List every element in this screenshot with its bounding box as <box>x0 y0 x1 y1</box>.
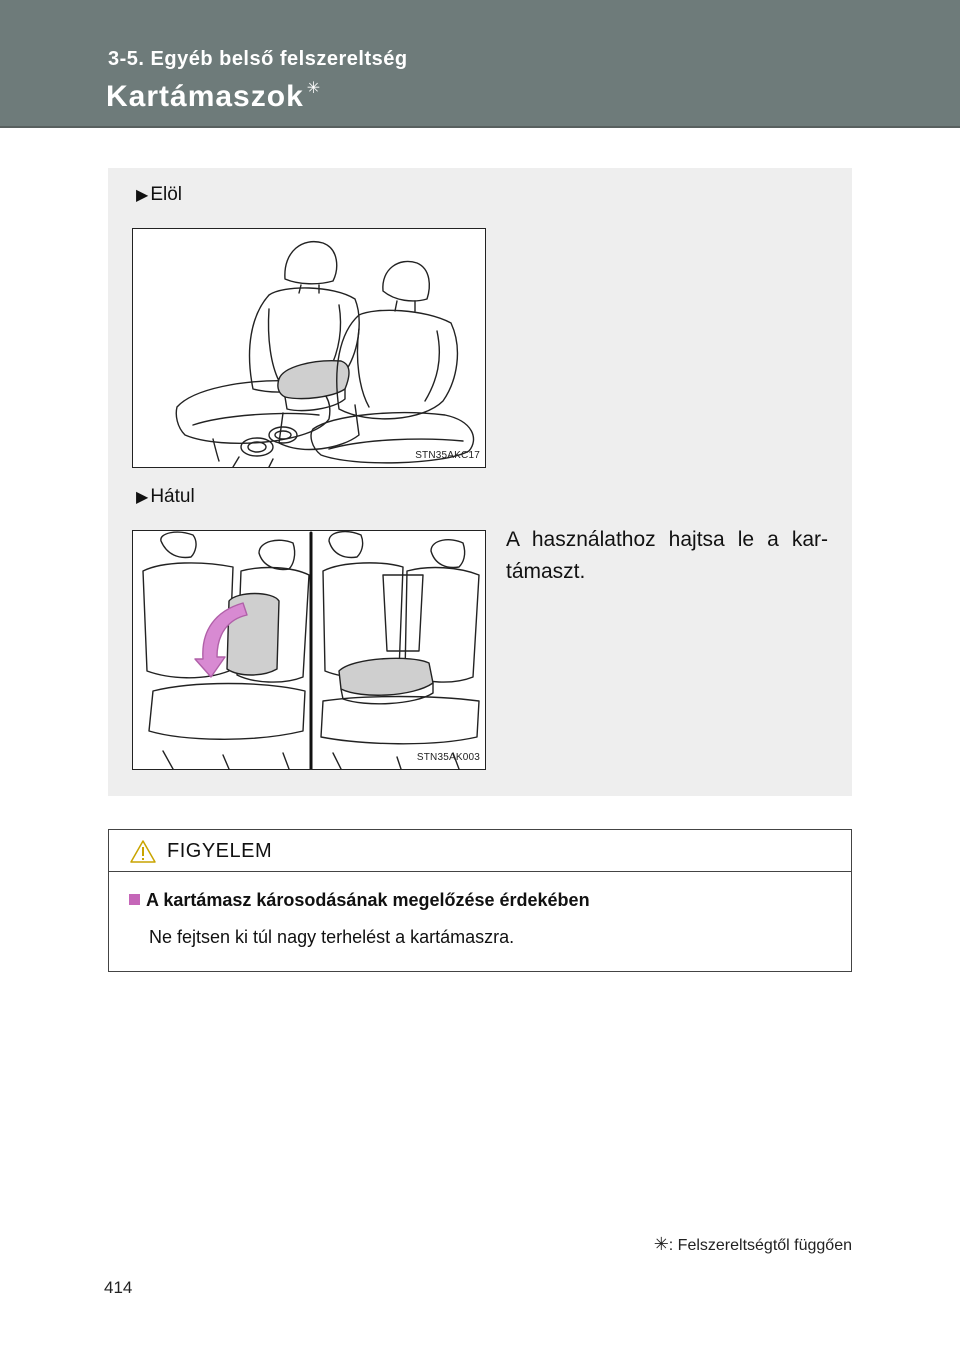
instruction-text: A használathoz hajtsa le a kar-támaszt. <box>506 528 828 583</box>
section-label: 3-5. Egyéb belső felszereltség <box>108 48 408 70</box>
optional-equipment-mark: ✳ <box>306 80 322 97</box>
warning-triangle-icon <box>129 839 157 864</box>
front-armrest-illustration <box>132 228 486 468</box>
warning-subheading-text: A kartámasz károsodásának megelőzése érdekében <box>146 890 590 910</box>
rear-heading <box>136 486 195 508</box>
warning-title: FIGYELEM <box>167 840 273 862</box>
triangle-right-icon: ▶ <box>136 489 149 506</box>
rear-figure-code: STN35AK003 <box>416 752 480 763</box>
warning-header <box>109 830 851 872</box>
content-panel <box>108 168 852 796</box>
footnote <box>654 1234 852 1255</box>
page-title-text: Kartámaszok <box>106 80 304 113</box>
warning-subheading <box>129 890 590 911</box>
warning-box <box>108 829 852 972</box>
front-seats-drawing <box>133 229 486 468</box>
page-header <box>0 0 960 128</box>
front-figure-code: STN35AKC17 <box>415 450 480 461</box>
bullet-square-icon <box>129 894 140 905</box>
triangle-right-icon: ▶ <box>136 187 149 204</box>
footnote-mark: ✳ <box>653 1234 669 1254</box>
rear-seats-drawing <box>133 531 486 770</box>
front-heading-text: Elöl <box>150 184 182 205</box>
footnote-text: : Felszereltségtől függően <box>668 1237 852 1254</box>
page-number: 414 <box>104 1278 133 1297</box>
front-heading <box>136 184 182 206</box>
rear-heading-text: Hátul <box>150 486 195 507</box>
warning-text: Ne fejtsen ki túl nagy terhelést a kartámaszra. <box>149 927 515 947</box>
rear-armrest-illustration <box>132 530 486 770</box>
page-title <box>106 80 321 114</box>
